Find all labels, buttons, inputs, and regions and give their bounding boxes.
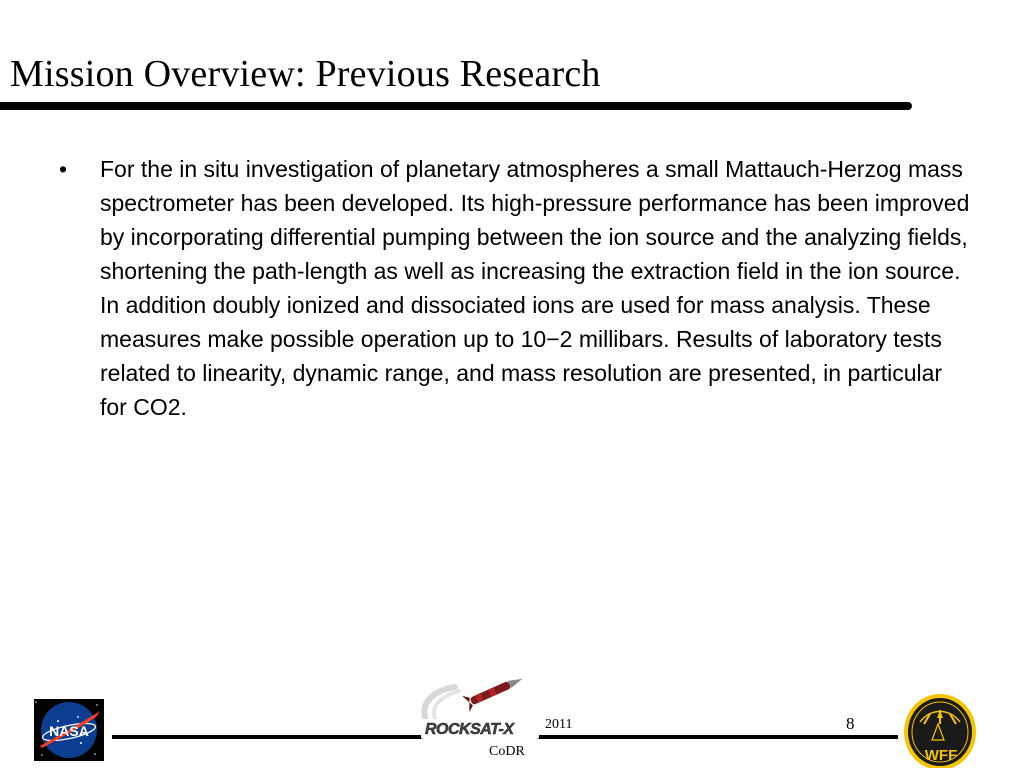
bullet-text: For the in situ investigation of planetary atmospheres a small Mattauch-Herzog mass spectrometer has been developed. Its high-pressure performance has been improved by incorporating differential pumping between the ion source and the analyzing fields, shortening the path-length as well as increasing the extraction field in the ion source. In addition doubly ionized and dissociated ions are used for mass analysis. These measures make possible operation up to 10−2 millibars. Results of laboratory tests related to linearity, dynamic range, and mass resolution are presented, in particular for CO2. (100, 156, 970, 420)
rocksat-x-logo-icon (415, 673, 543, 739)
bullet-item (55, 152, 975, 424)
footer-label: CoDR (489, 744, 525, 759)
nasa-logo-icon (34, 699, 104, 761)
rocksat-x-logo-text: ROCKSAT-X (425, 721, 514, 738)
wff-logo-text: WFF (924, 747, 958, 764)
slide-title: Mission Overview: Previous Research (10, 53, 601, 95)
bullet-list (55, 152, 975, 424)
slide-content (55, 152, 975, 424)
footer-year: 2011 (545, 717, 573, 732)
page-number: 8 (846, 714, 855, 733)
nasa-logo-text: NASA (49, 723, 89, 739)
wff-logo-icon (900, 688, 980, 768)
bullet-mark: • (59, 156, 68, 182)
title-underline (0, 102, 912, 110)
